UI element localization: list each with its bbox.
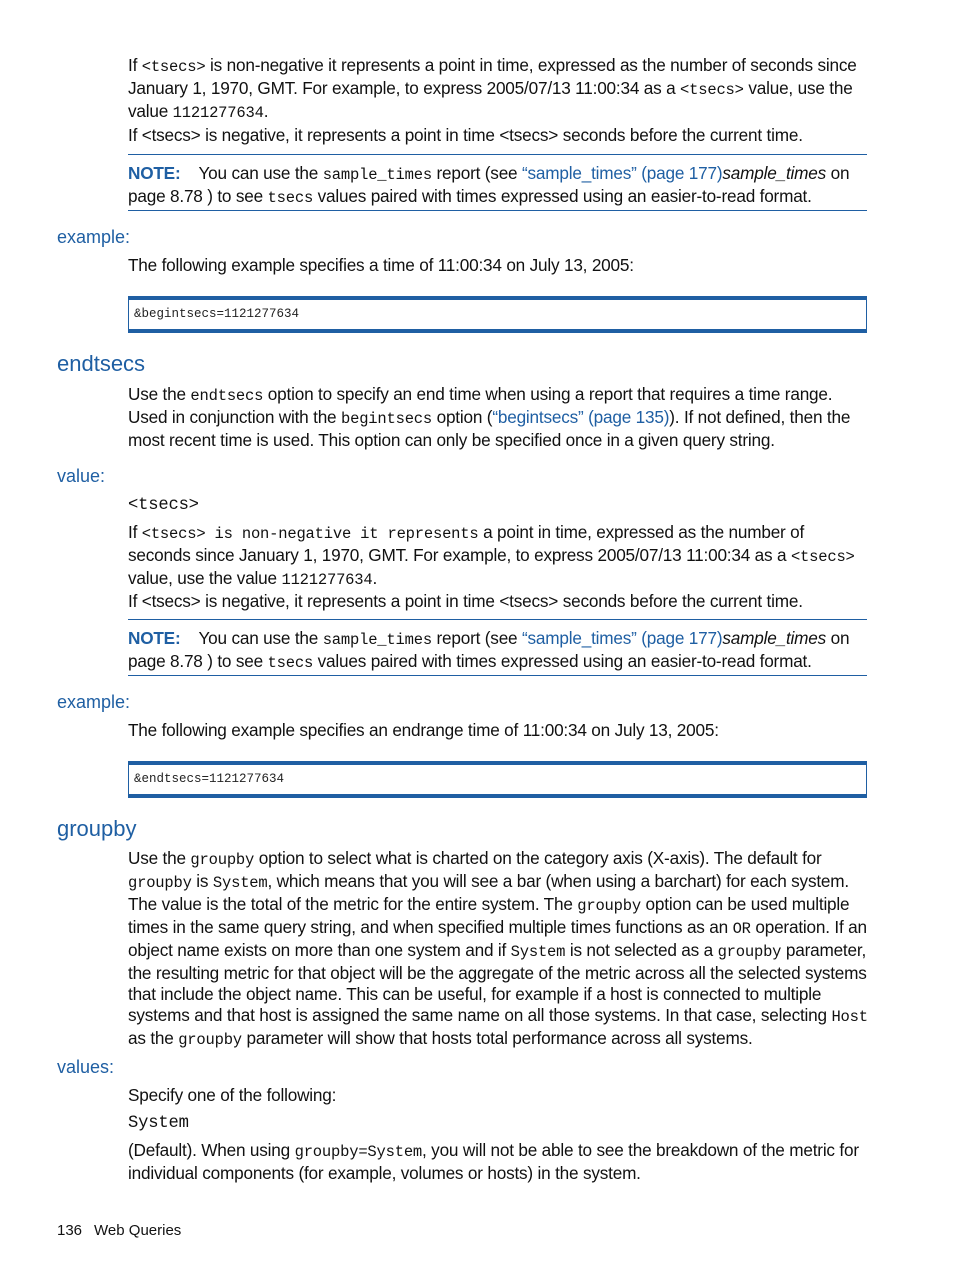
groupby-heading: groupby [57, 816, 137, 841]
value-heading: value: [57, 466, 106, 486]
footer-title: Web Queries [94, 1222, 182, 1239]
tsecs-negative: If <tsecs> is negative, it represents a point in time <tsecs> seconds before the current time. [128, 125, 803, 145]
example-heading-2: example: [57, 692, 131, 712]
note-box-2: NOTE: You can use the sample_times report (see “sample_times” (page 177)sample_times on page 8.78 ) to see tsecs values paired with times expressed using an easier-to-read format. [128, 619, 867, 676]
begintsecs-link[interactable]: “begintsecs” (page 135) [492, 407, 670, 427]
value-negative: If <tsecs> is negative, it represents a point in time <tsecs> seconds before the current time. [128, 591, 803, 611]
values-heading: values: [57, 1057, 115, 1077]
example-heading-1: example: [57, 227, 131, 247]
note-label-2: NOTE: [128, 628, 181, 648]
note-label: NOTE: [128, 163, 181, 183]
groupby-description: Use the groupby option to select what is charted on the category axis (X-axis). The default for groupby is System, which means that you will see a bar (when using a barchart) for each system. The value is the total of the metric for the entire system. The groupby option can be used multiple times in the same query string, and when specified multiple times functions as an OR operation. If an object name exists on more than one system and if System is not selected as a groupby parameter, the resulting metric for that object will be the aggregate of the metric across all the selected systems that include the object name. This can be useful, for example if a host is connected to multiple systems and that host is assigned the same name on all those systems. In that case, selecting Host as the groupby parameter will show that hosts total performance across all systems. [128, 848, 868, 1049]
page-number: 136 [57, 1222, 83, 1239]
value-description: If <tsecs> is non-negative it represents a point in time, expressed as the number of seconds since January 1, 1970, GMT. For example, to express 2005/07/13 11:00:34 as a <tsecs> value, use the value 1121277634. [128, 522, 855, 589]
endtsecs-heading: endtsecs [57, 351, 146, 376]
values-code-system: System [128, 1114, 189, 1133]
values-intro: Specify one of the following: [128, 1085, 337, 1105]
example-text-2: The following example specifies an endrange time of 11:00:34 on July 13, 2005: [128, 720, 719, 740]
page-footer [57, 1222, 193, 1239]
values-default-description: (Default). When using groupby=System, you will not be able to see the breakdown of the metric for individual components (for example, volumes or hosts) in the system. [128, 1140, 859, 1183]
code-block-endtsecs: &endtsecs=1121277634 [128, 761, 867, 798]
sample-times-link-2[interactable]: “sample_times” (page 177) [521, 628, 723, 648]
sample-times-link[interactable]: “sample_times” (page 177) [521, 163, 723, 183]
value-code: <tsecs> [128, 496, 199, 515]
endtsecs-description: Use the endtsecs option to specify an end time when using a report that requires a time range. Used in conjunction with the begintsecs option (“begintsecs” (page 135)). If not defined, then the most recent time is used. This option can only be specified once in a given query string. [128, 384, 851, 450]
tsecs-description: If <tsecs> is non-negative it represents a point in time, expressed as the number of seconds since January 1, 1970, GMT. For example, to express 2005/07/13 11:00:34 as a <tsecs> value, use the value 1121277634. [128, 55, 857, 122]
code-block-begintsecs: &begintsecs=1121277634 [128, 296, 867, 333]
example-text-1: The following example specifies a time of 11:00:34 on July 13, 2005: [128, 255, 634, 275]
note-box: NOTE: You can use the sample_times report (see “sample_times” (page 177)sample_times on page 8.78 ) to see tsecs values paired with times expressed using an easier-to-read format. [128, 154, 867, 211]
